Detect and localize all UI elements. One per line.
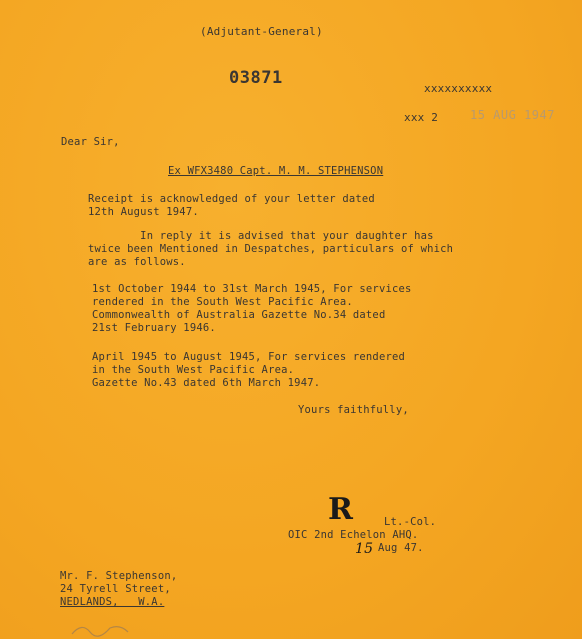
paragraph-reply: In reply it is advised that your daughter has twice been Mentioned in Despatches, particulars of which are as follows. (88, 230, 454, 268)
addressee-city: NEDLANDS, W.A. (60, 596, 165, 608)
addressee-street: 24 Tyrell Street, (60, 583, 171, 595)
despatch-item-1: 1st October 1944 to 31st March 1945, For services rendered in the South West Pacific Area. Commonwealth of Australia Gazette No.34 dated 21st February 1946. (92, 283, 412, 334)
reference-number: 03871 (229, 68, 283, 88)
file-marker: xxx 2 (404, 111, 439, 124)
signer-rank: Lt.-Col. (384, 516, 437, 528)
paragraph-acknowledgement: Receipt is acknowledged of your letter dated 12th August 1947. (88, 193, 375, 218)
struck-out-text: xxxxxxxxxx (424, 82, 493, 95)
date-stamp: 15 AUG 1947 (470, 108, 555, 122)
despatch-item-2: April 1945 to August 1945, For services rendered in the South West Pacific Area. Gazette No.43 dated 6th March 1947. (92, 351, 406, 389)
signed-day: 15 (355, 541, 374, 557)
subject-line: Ex WFX3480 Capt. M. M. STEPHENSON (168, 165, 384, 177)
signature: R (328, 492, 354, 527)
pencil-scribble (70, 618, 150, 638)
signer-unit: OIC 2nd Echelon AHQ. (288, 529, 419, 541)
letter-header: (Adjutant-General) (200, 25, 323, 38)
salutation: Dear Sir, (61, 136, 120, 148)
addressee-name: Mr. F. Stephenson, (60, 570, 178, 582)
closing: Yours faithfully, (298, 404, 409, 416)
signed-date: Aug 47. (378, 542, 424, 554)
